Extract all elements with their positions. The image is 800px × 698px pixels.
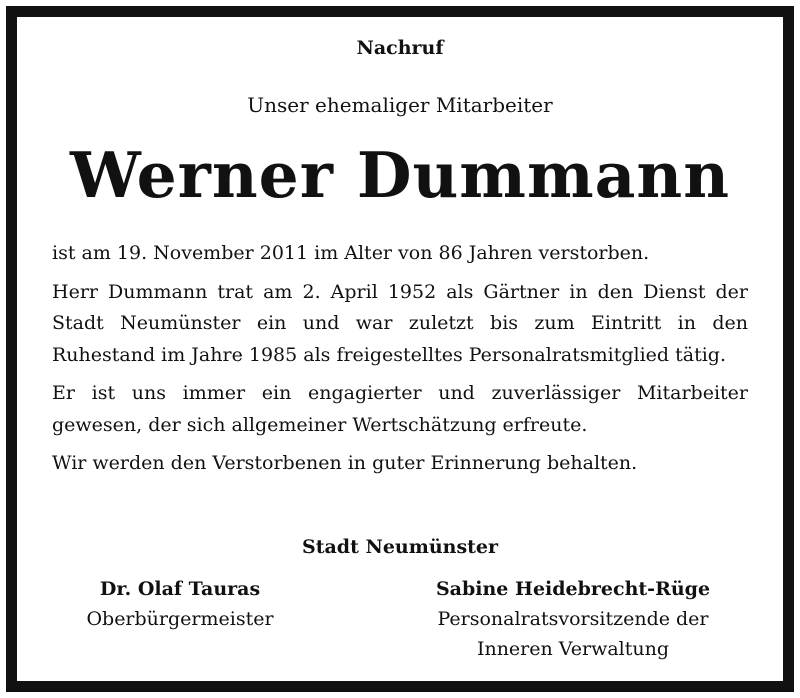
notice-body (52, 238, 748, 487)
notice-paragraph: Wir werden den Verstorbenen in guter Erinnerung behalten. (52, 452, 638, 474)
organization-name: Stadt Neumünster (301, 536, 499, 558)
signatory-role: Inneren Verwaltung (476, 638, 670, 660)
signatory-role: Personalratsvorsitzende der (437, 608, 709, 630)
notice-paragraph: Er ist uns immer ein engagierter und zuverlässiger Mitarbeiter gewesen, der sich allgemeiner Wertschätzung erfreute. (52, 382, 748, 436)
deceased-name: Werner Dummann (69, 138, 731, 212)
notice-paragraph: Herr Dummann trat am 2. April 1952 als Gärtner in den Dienst der Stadt Neumünster ein und war zuletzt bis zum Eintritt in den Ruhestand im Jahre 1985 als freigestelltes Personalratsmitglied tätig. (52, 280, 748, 366)
signatory-left (55, 574, 305, 634)
signatory-role: Oberbürgermeister (86, 608, 274, 630)
notice-kicker: Nachruf (356, 37, 444, 59)
signatory-right (398, 574, 748, 664)
notice-paragraph: ist am 19. November 2011 im Alter von 86 Jahren verstorben. (52, 242, 650, 264)
signatory-name: Dr. Olaf Tauras (99, 578, 261, 600)
notice-subtitle: Unser ehemaliger Mitarbeiter (247, 93, 553, 117)
signatory-name: Sabine Heidebrecht-Rüge (435, 578, 711, 600)
